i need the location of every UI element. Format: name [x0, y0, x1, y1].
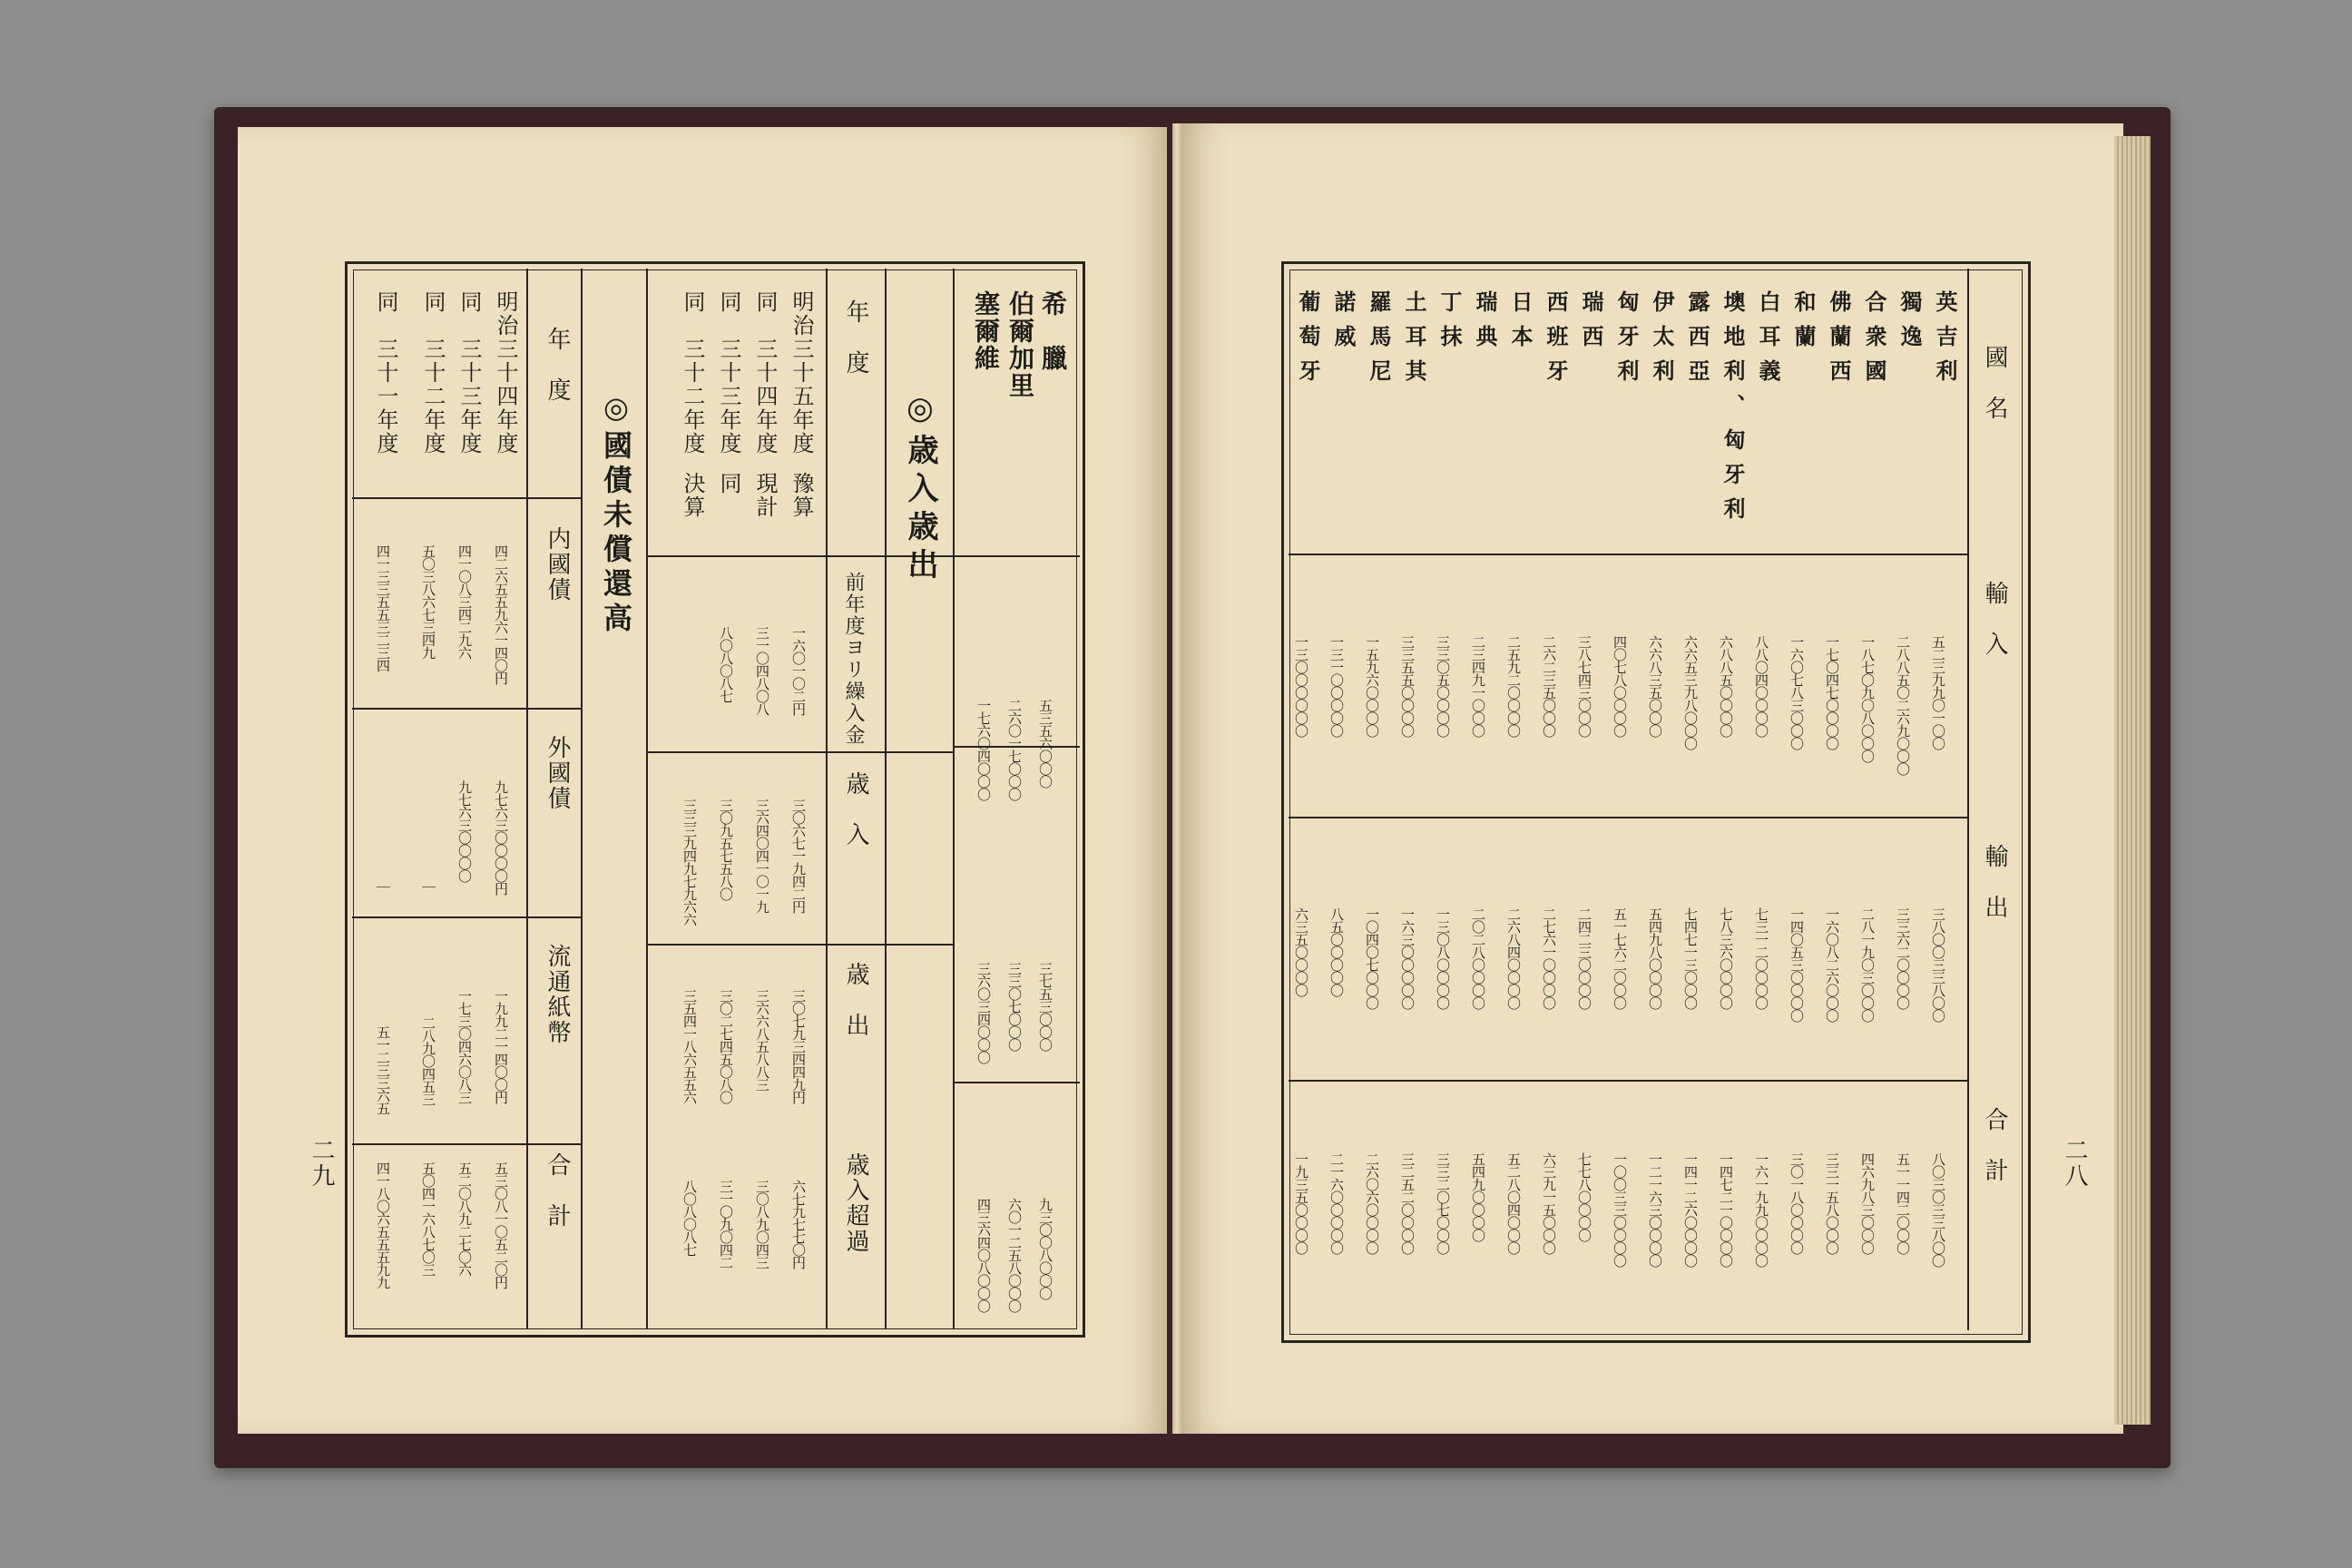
total-value: 五一一四二〇〇〇 [1895, 1152, 1911, 1254]
import-value: 三三〇五〇〇〇〇 [1435, 635, 1451, 737]
debt-section-title: ◎國債未償還高 [599, 390, 633, 637]
import-value: 二三四九一〇〇〇 [1470, 635, 1486, 737]
total-value: 三〇一八〇〇〇〇 [1788, 1152, 1805, 1254]
foreign-debt-value: 九七六三〇〇〇〇円 [493, 780, 509, 895]
debt-total-value: 四一八〇六五五五九九 [375, 1161, 391, 1289]
finance-value: 九三〇〇八〇〇〇 [1037, 1198, 1054, 1299]
import-value: 二八八五〇二六九〇〇〇 [1895, 635, 1911, 775]
debt-header-foreign: 外國債 [544, 735, 571, 811]
country-name: 諾威 [1330, 290, 1357, 359]
currency-value: 一七三〇四六〇八三 [456, 989, 473, 1103]
currency-value: 二八九〇四五三 [420, 1016, 436, 1105]
finance-value: 六〇一二五八〇〇〇 [1006, 1198, 1023, 1312]
finance-value: 三六〇三四〇〇〇 [975, 962, 992, 1063]
book-spine [1172, 123, 1181, 1434]
total-value: 五二八〇四〇〇〇 [1505, 1152, 1522, 1254]
debt-year: 明治三十四年度 [493, 290, 518, 456]
export-value: 五四九八〇〇〇〇 [1647, 907, 1663, 1009]
total-value: 一〇〇三三〇〇〇〇 [1612, 1152, 1628, 1267]
revenue-section-title: ◎歳入歳出 [902, 390, 938, 586]
import-value: 六六八三五〇〇〇 [1647, 635, 1663, 737]
country-label: 伯爾加里 [1005, 290, 1035, 399]
export-value: 二〇二八〇〇〇〇 [1470, 907, 1486, 1009]
country-name: 瑞西 [1578, 290, 1604, 359]
debt-header-total: 合 計 [544, 1152, 571, 1229]
import-value: 三三五五〇〇〇〇 [1399, 635, 1416, 737]
revenue-kind: 同 [716, 472, 741, 495]
country-name: 墺地利、匈牙利 [1720, 290, 1746, 532]
header-export: 輸 出 [1981, 844, 2008, 920]
total-value: 一四七二一〇〇〇〇 [1718, 1152, 1734, 1267]
expenditure-value: 三五四一八六五五六 [681, 989, 698, 1103]
total-value: 六三九一五〇〇〇 [1541, 1152, 1557, 1254]
revenue-kind: 豫算 [789, 472, 814, 519]
import-value: 六六五三九八〇〇〇 [1682, 635, 1699, 750]
import-value: 二六二三五〇〇〇 [1541, 635, 1557, 737]
export-value: 七三一二〇〇〇〇 [1753, 907, 1769, 1009]
country-label: 希 臘 [1038, 290, 1068, 372]
debt-total-value: 五〇四一六八七〇三 [420, 1161, 436, 1276]
country-name: 日本 [1507, 290, 1534, 359]
country-name: 西班牙 [1543, 290, 1569, 394]
revenue-year: 同 三十三年度 [716, 290, 741, 456]
import-value: 一三一〇〇〇〇〇 [1328, 635, 1345, 737]
debt-header-domestic: 内國債 [544, 526, 571, 603]
debt-total-value: 五三〇八一〇五二〇円 [493, 1161, 509, 1289]
header-country: 國 名 [1981, 345, 2008, 421]
surplus-value: 三一〇九〇四二 [718, 1180, 734, 1269]
import-value: 一五九六〇〇〇〇 [1364, 635, 1380, 737]
revenue-value: 三〇九五七五八〇 [718, 799, 734, 900]
finance-value: 一七六〇四〇〇〇 [975, 699, 992, 800]
country-name: 獨逸 [1896, 290, 1923, 359]
country-name: 丁抹 [1436, 290, 1463, 359]
expenditure-value: 三六六八五八八三 [754, 989, 770, 1091]
debt-header-currency: 流通紙幣 [544, 944, 571, 1045]
country-name: 露西亞 [1684, 290, 1710, 394]
revenue-value: 三六四〇四一〇一九 [754, 799, 770, 913]
import-value: 一三〇〇〇〇〇〇 [1293, 635, 1309, 737]
total-value: 四六九八三〇〇〇 [1859, 1152, 1876, 1254]
expenditure-value: 三〇二七四五〇八〇 [718, 989, 734, 1103]
revenue-header-expenditure: 歳 出 [842, 962, 869, 1038]
country-name: 羅馬尼 [1366, 290, 1392, 394]
debt-year: 同 三十三年度 [456, 290, 482, 456]
domestic-debt-value: 五〇三八六七三四九 [420, 544, 436, 659]
surplus-value: 三〇八九〇四三 [754, 1180, 770, 1269]
export-value: 二四二三〇〇〇〇 [1576, 907, 1592, 1009]
page-edges [2114, 136, 2151, 1425]
country-name: 合衆國 [1861, 290, 1887, 394]
export-value: 三八〇〇三三八〇〇 [1930, 907, 1946, 1022]
export-value: 一〇四〇七〇〇〇 [1364, 907, 1380, 1009]
country-name: 土耳其 [1401, 290, 1427, 394]
import-value: 二五九二〇〇〇〇 [1505, 635, 1522, 737]
surplus-value: 六七九七七〇円 [790, 1180, 807, 1269]
revenue-year: 明治三十五年度 [789, 290, 814, 456]
foreign-debt-value: ｜ [375, 880, 391, 893]
currency-value: 五一二三三六五 [375, 1025, 391, 1114]
revenue-header-revenue: 歳 入 [842, 771, 869, 848]
foreign-debt-value: ｜ [420, 880, 436, 893]
revenue-value: 三〇六七一九四二円 [790, 799, 807, 913]
total-value: 一四一二六〇〇〇〇 [1682, 1152, 1699, 1267]
country-name: 瑞典 [1472, 290, 1498, 359]
import-value: 四〇七八〇〇〇〇 [1612, 635, 1628, 737]
country-name: 葡萄牙 [1295, 290, 1321, 394]
total-value: 二六〇六〇〇〇〇 [1364, 1152, 1380, 1254]
finance-value: 二六〇一七〇〇〇 [1006, 699, 1023, 800]
expenditure-value: 三〇七九三四四九円 [790, 989, 807, 1103]
export-value: 一六三〇〇〇〇〇 [1399, 907, 1416, 1009]
debt-total-value: 五二〇八九二七〇六 [456, 1161, 473, 1276]
export-value: 五一七六二〇〇〇 [1612, 907, 1628, 1009]
export-value: 七四七一三〇〇〇 [1682, 907, 1699, 1009]
export-value: 七八三六〇〇〇〇 [1718, 907, 1734, 1009]
import-value: 六八八五〇〇〇〇 [1718, 635, 1734, 737]
debt-year: 同 三十二年度 [420, 290, 446, 456]
import-value: 一八七〇九〇八〇〇〇 [1859, 635, 1876, 762]
import-value: 三八七四三〇〇〇 [1576, 635, 1592, 737]
export-value: 一三〇八〇〇〇〇 [1435, 907, 1451, 1009]
header-total: 合 計 [1981, 1107, 2008, 1183]
country-name: 和蘭 [1790, 290, 1817, 359]
domestic-debt-value: 四一〇八三四二九六 [456, 544, 473, 659]
total-value: 三三一五八〇〇〇 [1824, 1152, 1840, 1254]
header-import: 輸 入 [1981, 581, 2008, 657]
import-value: 一六〇七八三〇〇〇 [1788, 635, 1805, 750]
carryover-value: 一六〇一〇二円 [790, 626, 807, 715]
revenue-header-carryover: 前年度ヨリ繰入金 [842, 572, 865, 746]
export-value: 八五〇〇〇〇〇 [1328, 907, 1345, 996]
domestic-debt-value: 四二六五五九六一四〇円 [493, 544, 509, 684]
page-number: 二九 [308, 1138, 335, 1189]
country-name: 白耳義 [1755, 290, 1781, 394]
export-value: 三三六二〇〇〇〇 [1895, 907, 1911, 1009]
finance-value: 三七五三〇〇〇 [1037, 962, 1054, 1051]
revenue-year: 同 三十二年度 [680, 290, 705, 456]
export-value: 二八一九〇三〇〇〇 [1859, 907, 1876, 1022]
debt-header-year: 年 度 [544, 327, 571, 403]
export-value: 二七六一〇〇〇〇 [1541, 907, 1557, 1009]
export-value: 六三五〇〇〇〇 [1293, 907, 1309, 996]
total-value: 一六一九九〇〇〇〇 [1753, 1152, 1769, 1267]
total-value: 三三二〇七〇〇〇 [1435, 1152, 1451, 1254]
revenue-value: 三三三九四九七九六六 [681, 799, 698, 926]
finance-value: 四三六四〇八〇〇〇 [975, 1198, 992, 1312]
revenue-kind: 現計 [752, 472, 778, 519]
carryover-value: 三一〇四八〇八 [754, 626, 770, 715]
import-value: 八八〇四〇〇〇〇 [1753, 635, 1769, 737]
country-name: 伊太利 [1649, 290, 1675, 394]
total-value: 三二五二〇〇〇〇 [1399, 1152, 1416, 1254]
revenue-header-year: 年 度 [842, 299, 869, 376]
export-value: 二六八四〇〇〇〇 [1505, 907, 1522, 1009]
carryover-value: 八〇八〇八七 [718, 626, 734, 702]
total-value: 一二一六三〇〇〇〇 [1647, 1152, 1663, 1267]
total-value: 八〇三〇三三八〇〇 [1930, 1152, 1946, 1267]
country-name: 佛蘭西 [1826, 290, 1852, 394]
domestic-debt-value: 四一三三五五三二三四 [375, 544, 391, 671]
finance-value: 五三五六〇〇〇 [1037, 699, 1054, 788]
total-value: 七七八〇〇〇〇 [1576, 1152, 1592, 1241]
export-value: 一六〇八二六〇〇〇 [1824, 907, 1840, 1022]
total-value: 五四九〇〇〇〇 [1470, 1152, 1486, 1241]
country-label: 塞爾維 [971, 290, 1001, 372]
export-value: 一四〇五三〇〇〇〇 [1788, 907, 1805, 1022]
debt-year: 同 三十一年度 [373, 290, 398, 456]
import-value: 一七〇四七〇〇〇〇 [1824, 635, 1840, 750]
country-name: 匈牙利 [1613, 290, 1640, 394]
revenue-kind: 決算 [680, 472, 705, 519]
total-value: 二一六〇〇〇〇〇 [1328, 1152, 1345, 1254]
page-number: 二八 [2061, 1138, 2088, 1189]
finance-value: 三三〇七〇〇〇 [1006, 962, 1023, 1051]
revenue-header-surplus: 歳入超過 [842, 1152, 869, 1254]
import-value: 五二三九九〇一〇〇 [1930, 635, 1946, 750]
country-name: 英吉利 [1932, 290, 1958, 394]
currency-value: 一九九二一四〇〇円 [493, 989, 509, 1103]
revenue-year: 同 三十四年度 [752, 290, 778, 456]
surplus-value: 八〇八〇八七 [681, 1180, 698, 1256]
foreign-debt-value: 九七六三〇〇〇〇 [456, 780, 473, 882]
total-value: 一九三五〇〇〇〇 [1293, 1152, 1309, 1254]
